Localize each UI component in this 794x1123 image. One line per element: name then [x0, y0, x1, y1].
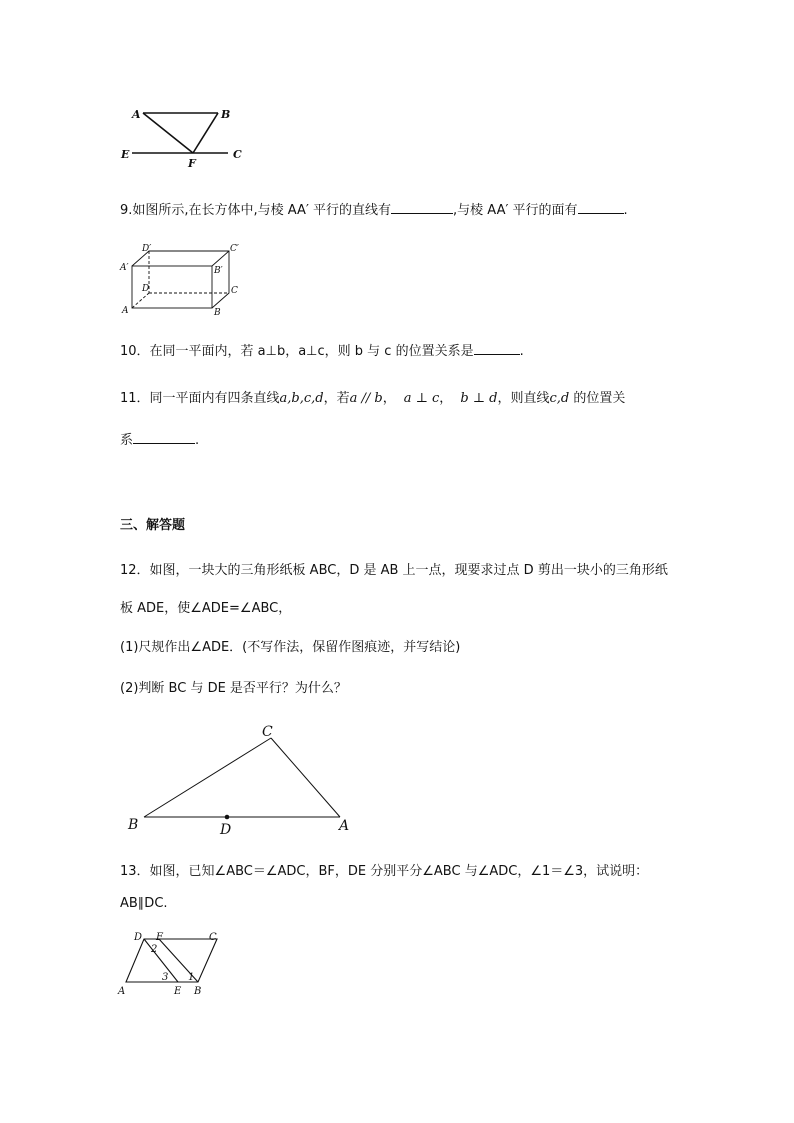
label-b-prime: B′: [214, 266, 223, 276]
q11-blank[interactable]: [133, 430, 195, 444]
q11-text-f: .: [195, 433, 200, 448]
edge-b1-c1: [212, 251, 229, 266]
label-a: A: [339, 818, 350, 834]
question-12-line-2: 板 ADE，使∠ADE=∠ABC，: [120, 601, 292, 616]
question-10: [120, 341, 524, 361]
side-ca: [271, 738, 340, 817]
bisector-de: [144, 939, 178, 982]
label-c: C: [233, 148, 242, 161]
side-bc: [144, 738, 271, 817]
label-angle-3: 3: [162, 972, 169, 983]
label-angle-1: 1: [188, 972, 195, 983]
question-12-part-1: (1)尺规作出∠ADE．(不写作法，保留作图痕迹，并写结论): [120, 640, 461, 655]
q11-rel-1: a // b: [349, 391, 383, 406]
figure-cuboid: [118, 243, 243, 318]
label-d: D: [220, 822, 232, 838]
section-heading-3: 三、解答题: [120, 518, 186, 533]
question-13-line-1: 13．如图，已知∠ABC＝∠ADC，BF，DE 分别平分∠ABC 与∠ADC，∠1＝∠3，试说明：: [120, 864, 649, 879]
q11-rel-3: b ⊥ d: [460, 391, 498, 406]
label-a: A: [122, 306, 129, 316]
q9-text-b: ,与棱 AA′ 平行的面有: [453, 203, 578, 218]
label-e: E: [174, 986, 182, 997]
question-9: [120, 200, 628, 220]
label-d-prime: D′: [142, 244, 152, 254]
label-b: B: [214, 308, 221, 318]
q10-text-b: .: [519, 344, 524, 359]
label-c: C: [231, 286, 238, 296]
line-af: [143, 113, 193, 153]
q10-text-a: 10．在同一平面内，若 a⊥b，a⊥c，则 b 与 c 的位置关系是: [120, 344, 474, 359]
q9-text-c: .: [623, 203, 628, 218]
label-b: B: [221, 108, 231, 121]
q9-blank-1[interactable]: [391, 200, 453, 214]
label-a: A: [132, 108, 141, 121]
question-13-line-2: AB∥DC.: [120, 896, 168, 911]
parallelogram-abcd: [126, 939, 217, 982]
q11-sep-2: ，: [439, 391, 453, 406]
label-b: B: [194, 986, 202, 997]
figure-triangle-line: [118, 104, 253, 169]
question-11-line-2: [120, 430, 199, 450]
q11-text-b: ，若: [323, 391, 350, 406]
q11-text-c: ，则直线: [497, 391, 550, 406]
label-e: E: [121, 148, 130, 161]
q11-text-a: 11．同一平面内有四条直线: [120, 391, 280, 406]
label-b: B: [128, 817, 139, 833]
label-f: F: [156, 932, 163, 943]
q11-vars: a,b,c,d: [279, 391, 324, 406]
label-f: F: [188, 157, 196, 170]
question-12-line-1: 12．如图，一块大的三角形纸板 ABC，D 是 AB 上一点，现要求过点 D 剪出一块小的三角形纸: [120, 563, 668, 578]
q11-vars-2: c,d: [549, 391, 570, 406]
label-c-prime: C′: [230, 244, 239, 254]
label-d: D: [134, 932, 143, 943]
label-d: D: [142, 284, 150, 294]
q10-blank[interactable]: [474, 341, 520, 355]
q11-text-d: 的位置关: [569, 391, 626, 406]
q11-rel-2: a ⊥ c: [403, 391, 440, 406]
label-a: A: [118, 986, 126, 997]
figure-triangle-abc: [118, 720, 363, 840]
figure-parallelogram: [116, 928, 226, 998]
top-back-edges: [132, 251, 229, 308]
q9-blank-2[interactable]: [578, 200, 624, 214]
q9-text-a: 9.如图所示,在长方体中,与棱 AA′ 平行的直线有: [120, 203, 392, 218]
question-11-line-1: [120, 390, 625, 408]
line-bf: [193, 113, 218, 153]
question-12-part-2: (2)判断 BC 与 DE 是否平行？为什么？: [120, 681, 347, 696]
label-c: C: [262, 724, 273, 740]
point-d: [225, 815, 230, 820]
hidden-edge-ad: [132, 293, 149, 308]
q11-text-e: 系: [120, 433, 134, 448]
q11-sep-1: ，: [382, 391, 396, 406]
label-c: C: [209, 932, 217, 943]
label-angle-2: 2: [151, 944, 158, 955]
label-a-prime: A′: [120, 263, 129, 273]
